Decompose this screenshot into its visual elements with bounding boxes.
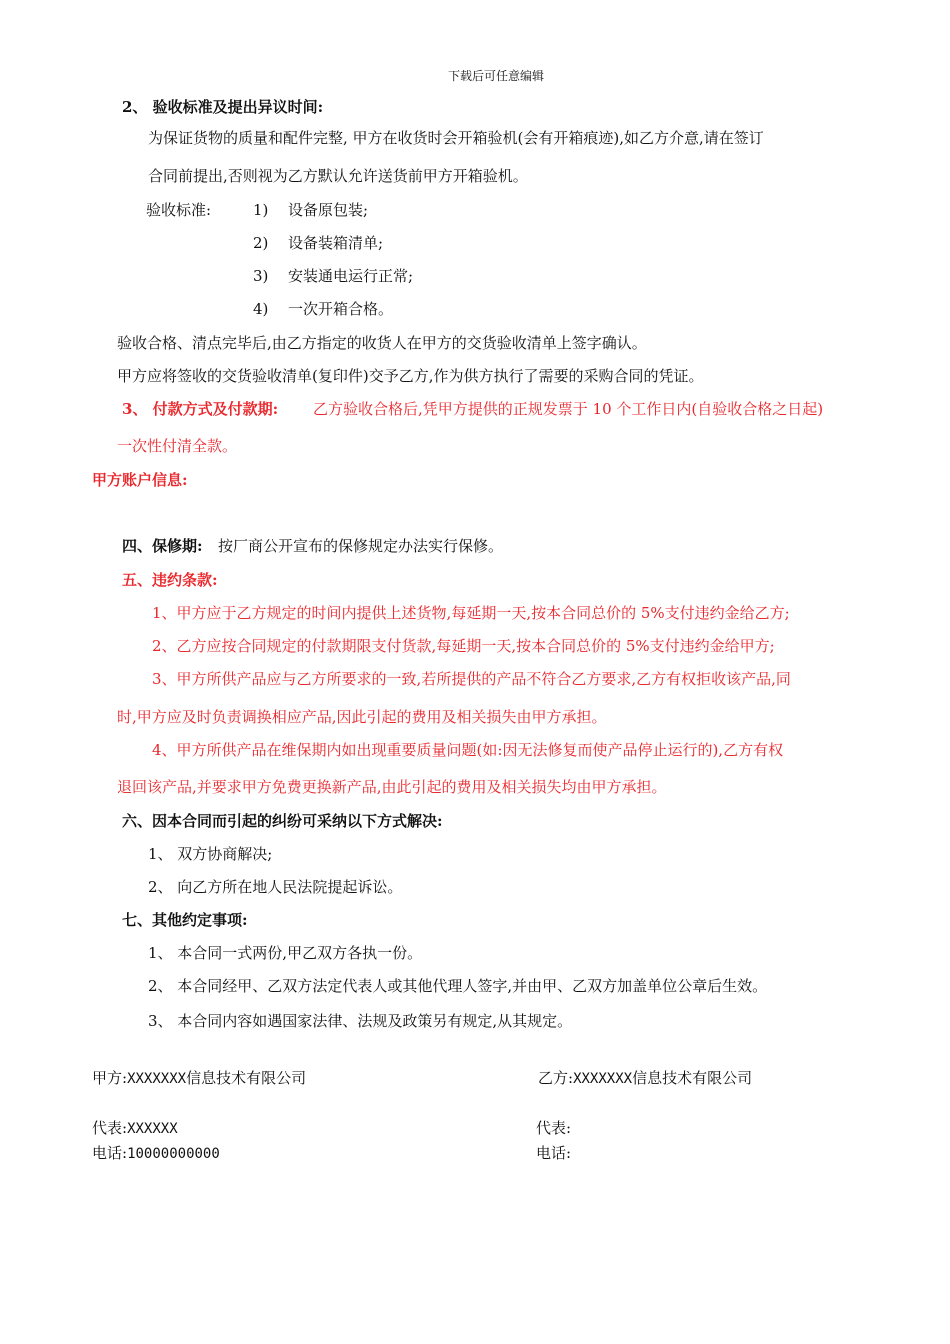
disputes-title: 六、因本合同而引起的纠纷可采纳以下方式解决: <box>122 812 443 830</box>
party-b-name: XXXXXXX <box>573 1071 633 1087</box>
party-a-phone-label: 电话: <box>92 1144 128 1162</box>
criteria-num: 4) <box>253 300 269 318</box>
breach-title: 五、违约条款: <box>122 571 218 589</box>
party-b-company: 信息技术有限公司 <box>632 1069 753 1087</box>
account-info-label: 甲方账户信息: <box>92 471 188 489</box>
criteria-text: 一次开箱合格。 <box>288 300 394 318</box>
others-item: 1、 本合同一式两份,甲乙双方各执一份。 <box>148 944 423 962</box>
criteria-text: 安装通电运行正常; <box>288 267 414 285</box>
breach-item: 2、乙方应按合同规定的付款期限支付货款,每延期一天,按本合同总价的 5%支付违约金给甲方; <box>152 637 775 655</box>
payment-text-line2: 一次性付清全款。 <box>117 437 238 455</box>
party-a-phone-line <box>92 1143 220 1164</box>
disputes-item: 1、 双方协商解决; <box>148 845 273 863</box>
breach-item: 3、甲方所供产品应与乙方所要求的一致,若所提供的产品不符合乙方要求,乙方有权拒收该产品,同 <box>152 670 791 688</box>
criteria-text: 设备原包装; <box>288 201 369 219</box>
party-a-company: 信息技术有限公司 <box>186 1069 307 1087</box>
criteria-num: 2) <box>253 234 269 252</box>
criteria-label: 验收标准: <box>146 201 212 219</box>
warranty-title: 四、保修期: <box>122 537 203 555</box>
criteria-num: 1) <box>253 201 269 219</box>
breach-item-cont: 时,甲方应及时负责调换相应产品,因此引起的费用及相关损失由甲方承担。 <box>117 708 607 726</box>
party-a-label: 甲方: <box>92 1069 128 1087</box>
others-item: 2、 本合同经甲、乙双方法定代表人或其他代理人签字,并由甲、乙双方加盖单位公章后生效。 <box>148 977 768 995</box>
party-a-phone: 10000000000 <box>127 1146 220 1162</box>
party-b-rep-label: 代表: <box>536 1119 572 1137</box>
acceptance-para-line2: 合同前提出,否则视为乙方默认允许送货前甲方开箱验机。 <box>148 167 528 185</box>
disputes-item: 2、 向乙方所在地人民法院提起诉讼。 <box>148 878 403 896</box>
party-a-rep-label: 代表: <box>92 1119 128 1137</box>
payment-text-line1: 乙方验收合格后,凭甲方提供的正规发票于 10 个工作日内(自验收合格之日起) <box>313 400 824 418</box>
acceptance-after-1: 验收合格、清点完毕后,由乙方指定的收货人在甲方的交货验收清单上签字确认。 <box>117 334 647 352</box>
party-b-label: 乙方: <box>538 1069 574 1087</box>
acceptance-title: 2、 验收标准及提出异议时间: <box>122 98 324 116</box>
breach-item: 1、甲方应于乙方规定的时间内提供上述货物,每延期一天,按本合同总价的 5%支付违约金给乙方; <box>152 604 790 622</box>
breach-item-cont: 退回该产品,并要求甲方免费更换新产品,由此引起的费用及相关损失均由甲方承担。 <box>117 778 667 796</box>
party-a-rep-line <box>92 1118 178 1139</box>
breach-item: 4、甲方所供产品在维保期内如出现重要质量问题(如:因无法修复而使产品停止运行的),乙方有权 <box>152 741 784 759</box>
party-a-line <box>92 1068 306 1089</box>
criteria-text: 设备装箱清单; <box>288 234 384 252</box>
party-b-phone-label: 电话: <box>536 1144 572 1162</box>
acceptance-para-line1: 为保证货物的质量和配件完整, 甲方在收货时会开箱验机(会有开箱痕迹),如乙方介意,请在签订 <box>148 129 764 147</box>
party-b-line <box>538 1068 752 1089</box>
criteria-num: 3) <box>253 267 269 285</box>
party-a-name: XXXXXXX <box>127 1071 187 1087</box>
others-item: 3、 本合同内容如遇国家法律、法规及政策另有规定,从其规定。 <box>148 1012 573 1030</box>
party-a-rep: XXXXXX <box>127 1121 178 1137</box>
header-note: 下载后可任意编辑 <box>448 69 545 83</box>
acceptance-after-2: 甲方应将签收的交货验收清单(复印件)交予乙方,作为供方执行了需要的采购合同的凭证。 <box>117 367 704 385</box>
warranty-text: 按厂商公开宣布的保修规定办法实行保修。 <box>218 537 504 555</box>
payment-title: 3、 付款方式及付款期: <box>122 400 279 418</box>
others-title: 七、其他约定事项: <box>122 911 248 929</box>
